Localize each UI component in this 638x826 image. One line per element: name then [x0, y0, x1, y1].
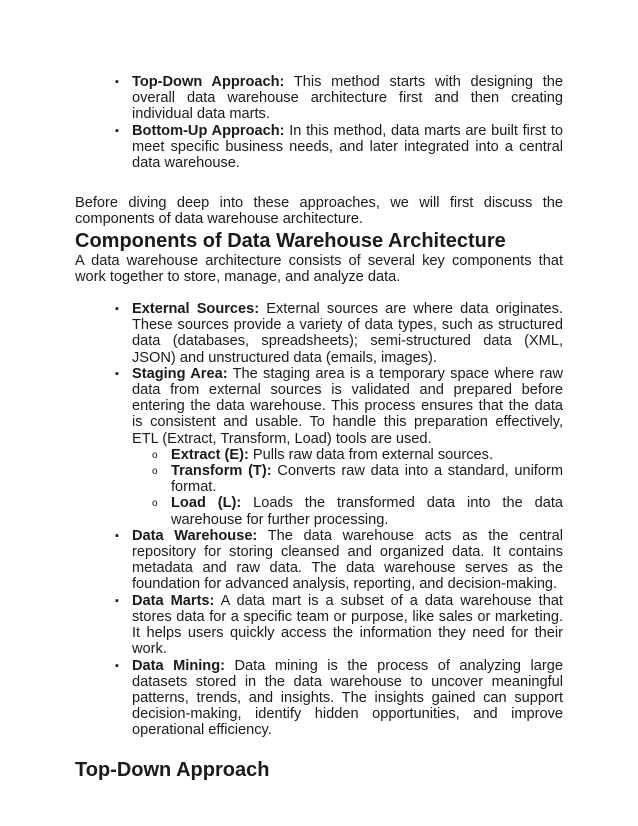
- next-section-heading: Top-Down Approach: [75, 758, 270, 781]
- list-item: [115, 74, 563, 123]
- list-item-term: Data Marts:: [132, 592, 215, 609]
- sublist-item: [152, 463, 563, 496]
- list-item-text: External sources are where data originates. These sources provide a variety of data types, such as structured data (databases, spreadsheets); semi-structured data (XML, JSON) and unstructured data (emails, images).: [132, 301, 563, 366]
- list-item: [115, 527, 563, 593]
- circle-bullet-icon: o: [152, 498, 158, 510]
- sublist-item-text: Loads the transformed data into the data warehouse for further processing.: [171, 495, 563, 528]
- circle-bullet-icon: o: [152, 466, 158, 478]
- list-item-term: Staging Area:: [132, 365, 228, 382]
- sublist-item: [152, 495, 563, 528]
- etl-sublist: [152, 446, 563, 528]
- components-list: [115, 301, 563, 447]
- sublist-item-text: Converts raw data into a standard, uniform format.: [171, 463, 563, 496]
- list-item: [115, 122, 564, 172]
- list-item-term: Data Mining:: [132, 657, 225, 674]
- section-intro: A data warehouse architecture consists of several key components that work together to store, manage, and analyze data.: [75, 252, 563, 285]
- list-item: [115, 657, 563, 739]
- list-item-text: This method starts with designing the overall data warehouse architecture first and then creating individual data marts.: [132, 74, 563, 123]
- sublist-item: [152, 446, 563, 463]
- section-heading: Components of Data Warehouse Architecture: [75, 229, 506, 252]
- list-item-text: The data warehouse acts as the central repository for storing cleansed and organized data. It contains metadata and raw data. The data warehouse serves as the foundation for advanced analysis, reporting, and decision-making.: [132, 527, 563, 593]
- square-bullet-icon: ▪: [115, 659, 119, 672]
- list-item-text: Data mining is the process of analyzing large datasets stored in the data warehouse to uncover meaningful patterns, trends, and insights. The insights gained can support decision-making, identify hidden opportunities, and improve operational efficiency.: [132, 657, 563, 739]
- square-bullet-icon: ▪: [115, 529, 119, 542]
- square-bullet-icon: ▪: [115, 594, 119, 607]
- list-item-text: A data mart is a subset of a data warehouse that stores data for a specific team or purpose, like sales or marketing. It helps users quickly access the information they need for their work.: [132, 592, 563, 658]
- list-item-term: Top-Down Approach:: [132, 74, 285, 90]
- sublist-item-term: Load (L):: [171, 495, 242, 512]
- list-item-term: External Sources:: [132, 301, 260, 318]
- sublist-item-term: Transform (T):: [171, 463, 272, 480]
- square-bullet-icon: ▪: [115, 124, 119, 137]
- list-item-text: The staging area is a temporary space where raw data from external sources is validated and prepared before entering the data warehouse. This process ensures that the data is consistent and usable. To handle this preparation effectively, ETL (Extract, Transform, Load) tools are used.: [132, 365, 563, 447]
- components-list-continued: [115, 527, 563, 739]
- sublist-item-term: Extract (E):: [171, 446, 249, 463]
- square-bullet-icon: ▪: [115, 367, 119, 380]
- transition-paragraph: Before diving deep into these approaches, we will first discuss the components of data warehouse architecture.: [75, 195, 563, 228]
- list-item-term: Data Warehouse:: [132, 527, 258, 544]
- square-bullet-icon: ▪: [115, 76, 119, 88]
- list-item: [115, 301, 563, 366]
- list-item: [115, 592, 563, 658]
- sublist-item-text: Pulls raw data from external sources.: [248, 446, 493, 463]
- approach-list: [115, 74, 564, 172]
- square-bullet-icon: ▪: [115, 303, 119, 316]
- document-page: [75, 74, 563, 782]
- circle-bullet-icon: o: [152, 449, 158, 461]
- list-item: [115, 365, 563, 447]
- list-item-text: In this method, data marts are built first to meet specific business needs, and later integrated into a central data warehouse.: [132, 122, 564, 172]
- list-item-term: Bottom-Up Approach:: [132, 122, 285, 139]
